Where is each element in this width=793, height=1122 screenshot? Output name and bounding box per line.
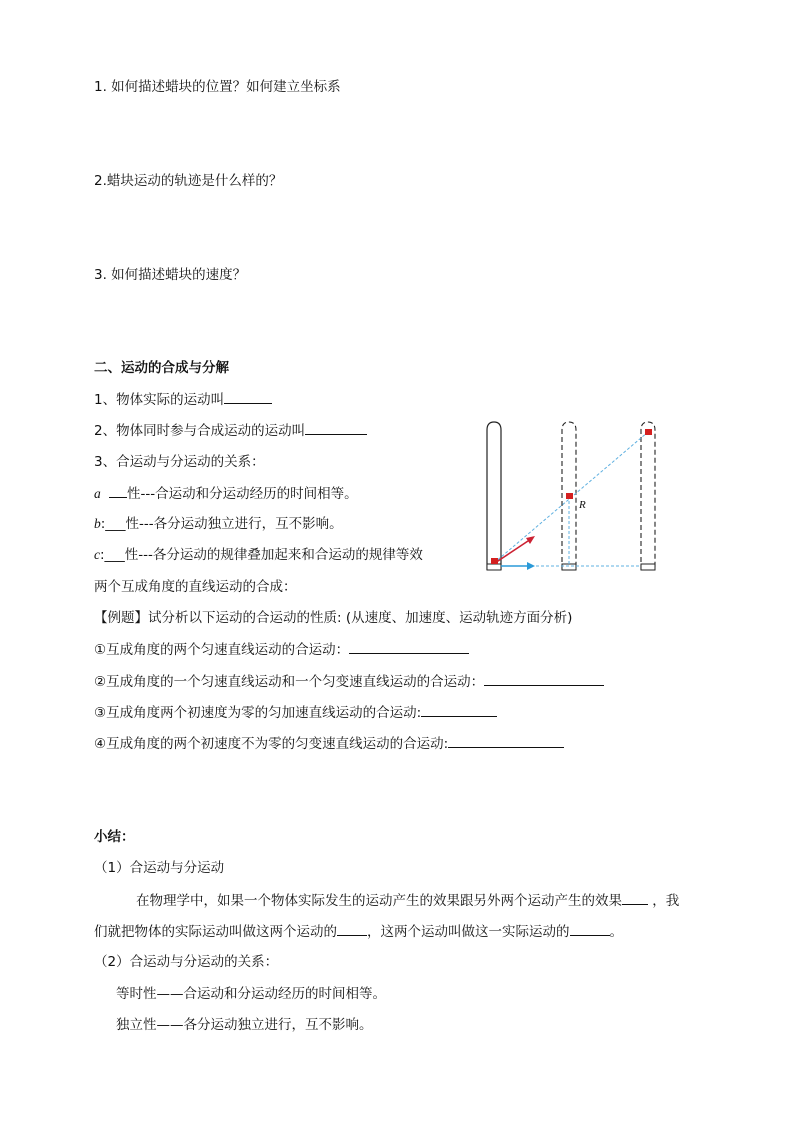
summary-p2-c: 。 (609, 924, 623, 940)
question-2: 2.蜡块运动的轨迹是什么样的？ (94, 173, 283, 189)
example-3-text: ③互成角度两个初速度为零的匀加速直线运动的合运动: (94, 705, 422, 721)
letter-a: a (94, 486, 101, 501)
summary-relation-1: 等时性——合运动和分运动经历的时间相等。 (116, 986, 386, 1002)
summary-para-line-1 (136, 891, 679, 910)
example-1-text: ①互成角度的两个匀速直线运动的合运动： (94, 642, 350, 658)
summary-relation-2: 独立性——各分运动独立进行，互不影响。 (116, 1017, 373, 1033)
blank-summary-1 (622, 891, 648, 905)
velocity-arrowhead-red (526, 536, 535, 544)
question-1: 1. 如何描述蜡块的位置？如何建立坐标系 (94, 79, 341, 95)
summary-para-line-2 (94, 922, 623, 941)
label-R: R (579, 499, 586, 511)
example-2 (94, 672, 604, 691)
example-2-text: ②互成角度的一个匀速直线运动和一个匀变速直线运动的合运动： (94, 674, 485, 690)
blank-2 (305, 421, 367, 435)
item-b-text: :___性---各分运动独立进行，互不影响。 (100, 516, 343, 532)
blank-summary-2 (337, 922, 367, 936)
example-3 (94, 703, 497, 722)
wax-tube-figure (483, 420, 665, 578)
angle-line: 两个互成角度的直线运动的合成： (94, 579, 297, 595)
tube-dashed-right (641, 422, 655, 570)
example-1 (94, 640, 469, 659)
item-c (94, 546, 423, 564)
wax-block-start (491, 558, 498, 564)
blank-1 (224, 390, 272, 404)
summary-p2-a: 们就把物体的实际运动叫做这两个运动的 (94, 924, 337, 940)
example-4-text: ④互成角度的两个初速度不为零的匀变速直线运动的合运动: (94, 736, 449, 752)
tube-base-right (641, 564, 655, 570)
blank-a (109, 484, 127, 498)
tube-base-middle (562, 564, 576, 570)
example-4 (94, 734, 564, 753)
letter-c: c (94, 547, 100, 562)
question-3: 3. 如何描述蜡块的速度？ (94, 267, 247, 283)
summary-title: 小结： (94, 829, 135, 845)
example-heading: 【例题】试分析以下运动的合运动的性质: (从速度、加速度、运动轨迹方面分析) (94, 610, 573, 626)
wax-block-end (645, 429, 652, 435)
item-b (94, 515, 343, 533)
summary-p1-a: 在物理学中，如果一个物体实际发生的运动产生的效果跟另外两个运动产生的效果 (136, 893, 622, 909)
summary-sub-1: （1）合运动与分运动 (94, 860, 225, 876)
blank-ex2 (484, 672, 604, 686)
wax-block-middle (566, 493, 573, 499)
item-a (94, 484, 358, 503)
item-1-text: 1、物体实际的运动叫 (94, 392, 225, 408)
velocity-arrow-red (495, 539, 531, 563)
tube-base-left (487, 564, 501, 570)
item-2-text: 2、物体同时参与合成运动的运动叫 (94, 423, 306, 439)
letter-b: b (94, 516, 101, 531)
summary-sub-2: （2）合运动与分运动的关系： (94, 954, 279, 970)
blank-ex3 (421, 703, 497, 717)
summary-p1-b: ，我 (652, 893, 680, 909)
blank-ex4 (448, 734, 564, 748)
summary-p2-b: ，这两个运动叫做这一实际运动的 (367, 924, 570, 940)
blank-ex1 (349, 640, 469, 654)
item-2 (94, 421, 367, 440)
section-title: 二、运动的合成与分解 (94, 360, 229, 376)
velocity-arrowhead-blue (527, 562, 535, 570)
tube-solid (487, 422, 501, 570)
item-1 (94, 390, 272, 409)
item-a-text: 性---合运动和分运动经历的时间相等。 (127, 486, 358, 502)
blank-summary-3 (570, 922, 610, 936)
item-3: 3、合运动与分运动的关系： (94, 454, 265, 470)
item-c-text: :___性---各分运动的规律叠加起来和合运动的规律等效 (100, 547, 423, 563)
